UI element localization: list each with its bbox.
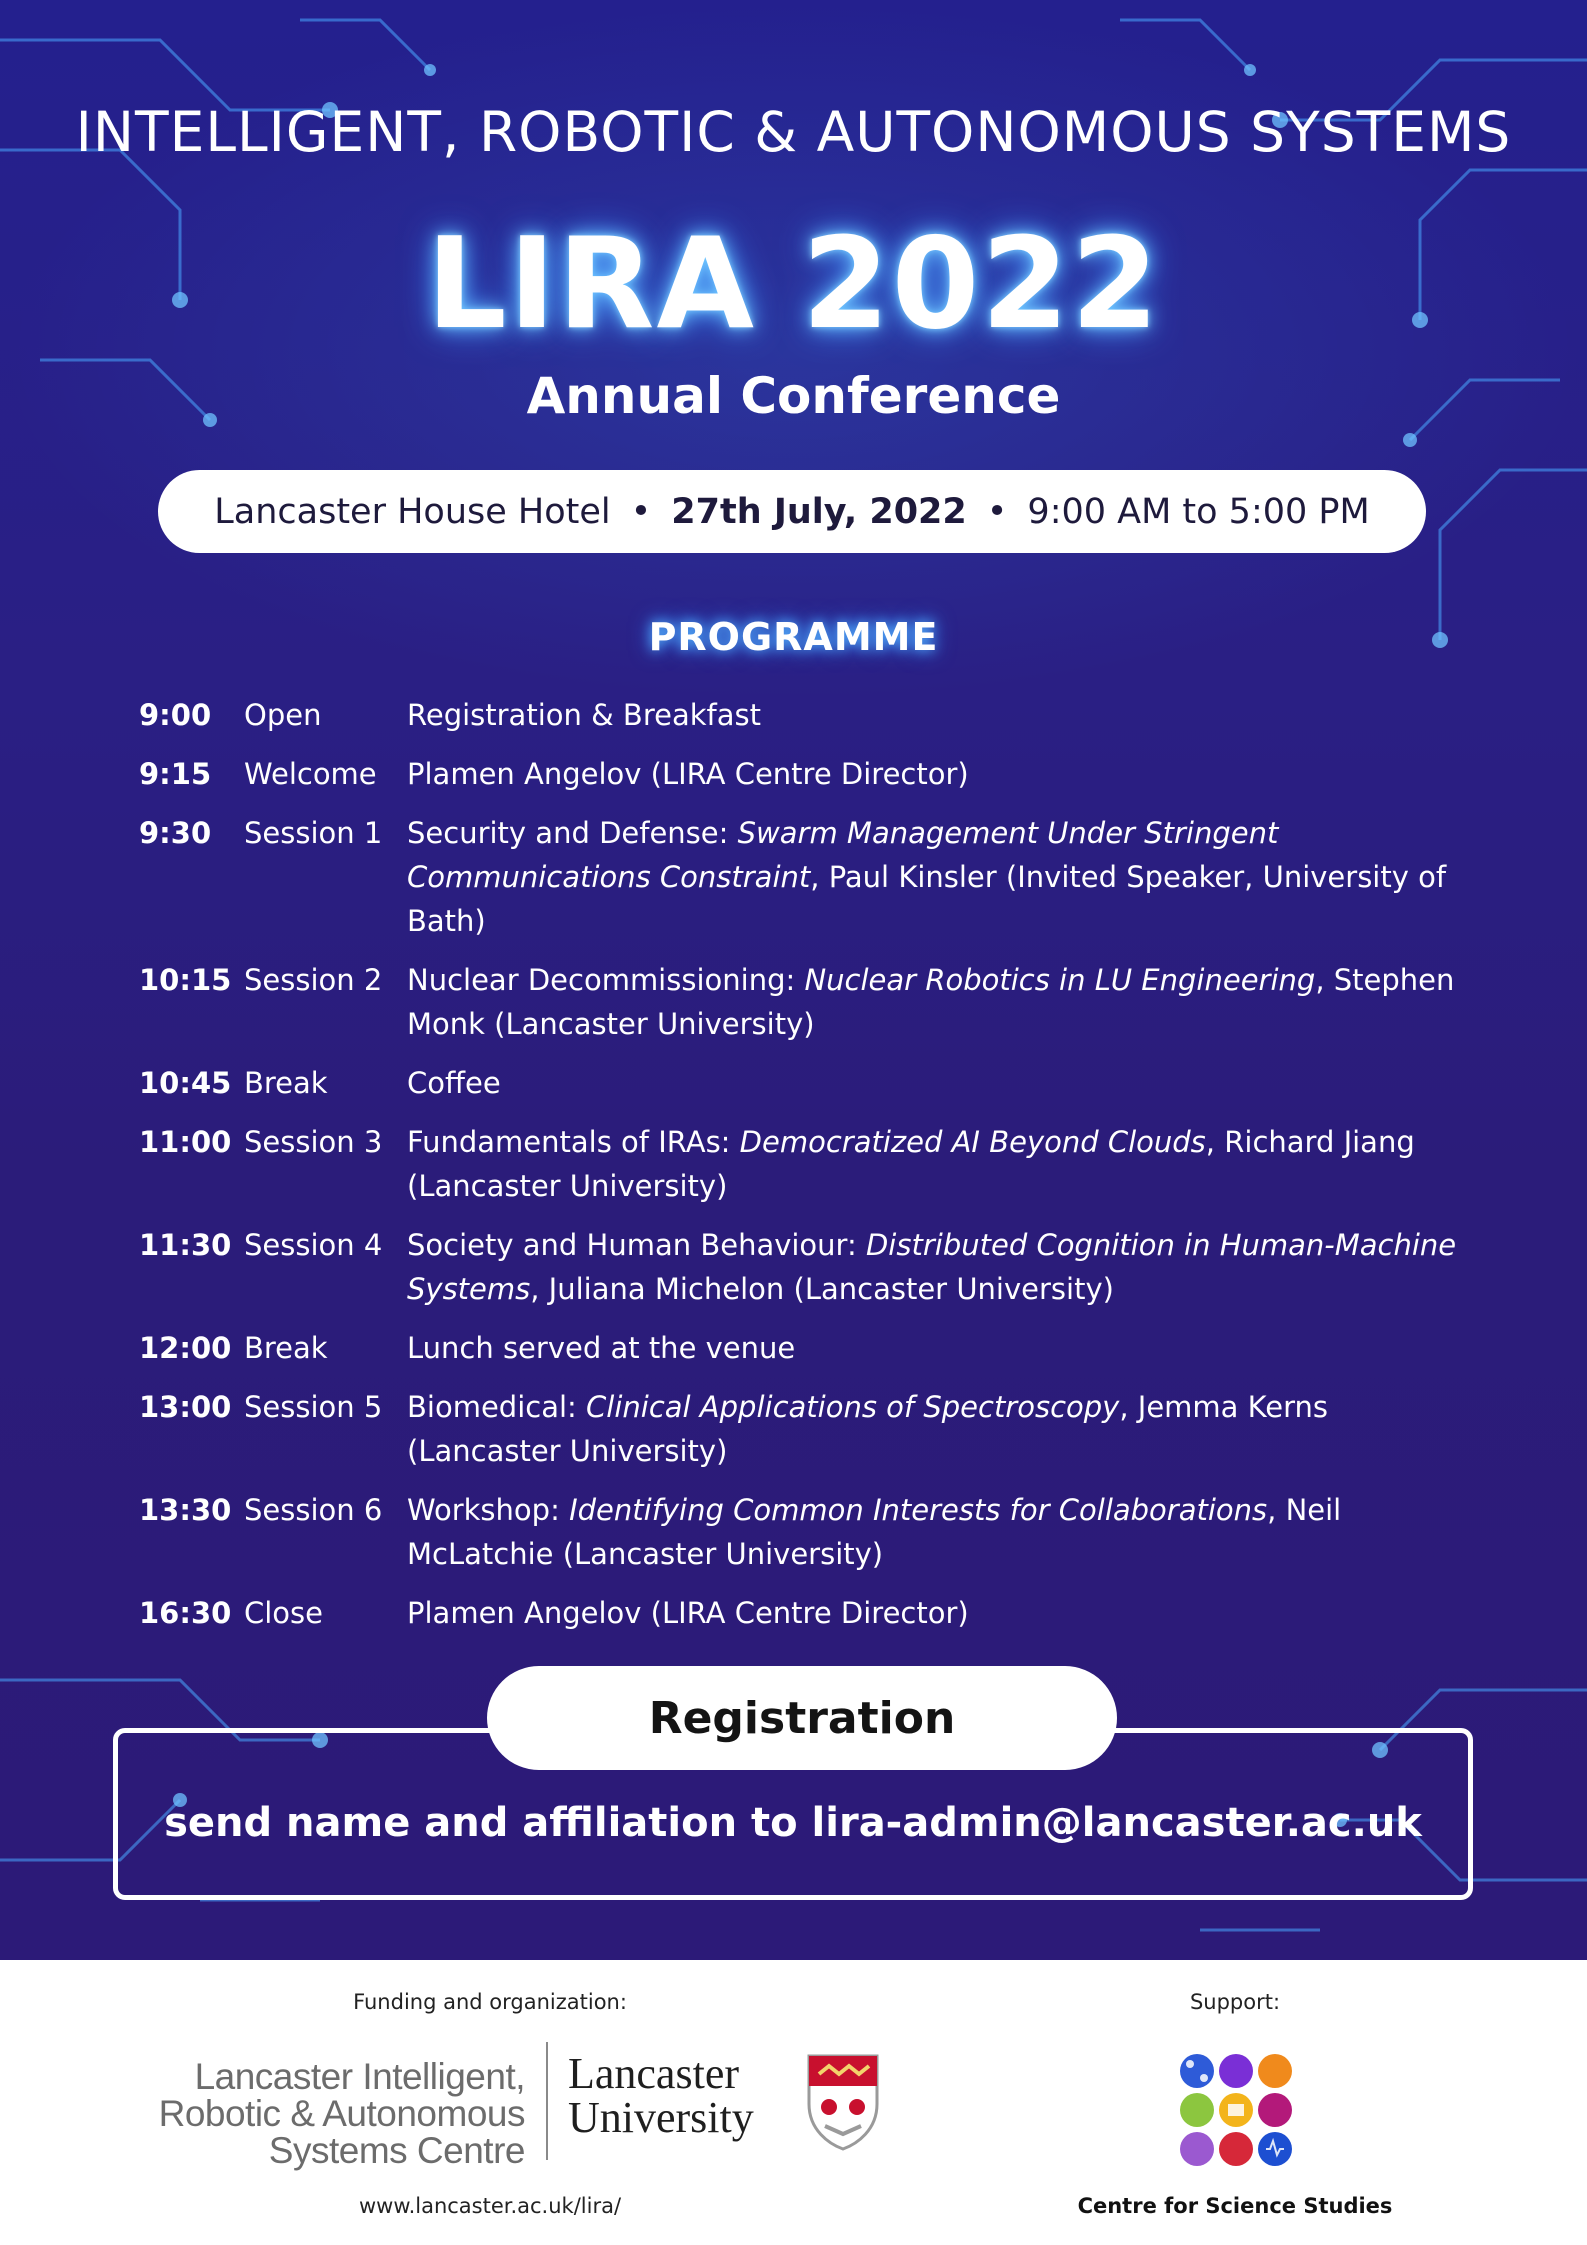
schedule-type: Welcome <box>244 757 377 791</box>
detail-prefix: Security and Defense: <box>407 816 738 850</box>
schedule-row <box>139 1591 1469 1635</box>
lira-website-link[interactable]: www.lancaster.ac.uk/lira/ <box>358 2194 622 2218</box>
schedule-row <box>139 693 1469 737</box>
schedule-type: Close <box>244 1596 323 1630</box>
talk-title: Clinical Applications of Spectroscopy <box>586 1390 1120 1424</box>
detail-prefix: Plamen Angelov (LIRA Centre Director) <box>407 1596 969 1630</box>
schedule-time: 9:15 <box>139 757 212 791</box>
schedule-type: Session 3 <box>244 1125 383 1159</box>
schedule-detail <box>407 958 1469 1046</box>
talk-title: Swarm Management Under Stringent Communications Constraint <box>407 816 1279 894</box>
logo-line: Robotic & Autonomous <box>158 2093 525 2134</box>
schedule-detail <box>407 1326 1469 1370</box>
detail-suffix: , Stephen Monk (Lancaster University) <box>407 963 1455 1041</box>
schedule-type: Open <box>244 698 322 732</box>
schedule-time: 11:30 <box>139 1228 232 1262</box>
schedule-type: Session 1 <box>244 816 383 850</box>
schedule-row <box>139 752 1469 796</box>
schedule-time: 9:00 <box>139 698 212 732</box>
detail-prefix: Nuclear Decommissioning: <box>407 963 805 997</box>
footer <box>0 1960 1587 2245</box>
separator-dot: • <box>630 491 652 532</box>
schedule-row <box>139 1488 1469 1576</box>
schedule-row <box>139 1223 1469 1311</box>
talk-title: Nuclear Robotics in LU Engineering <box>804 963 1316 997</box>
logo-line: University <box>568 2093 754 2142</box>
logo-line: Lancaster <box>568 2049 739 2098</box>
detail-prefix: Coffee <box>407 1066 501 1100</box>
schedule-detail <box>407 1061 1469 1105</box>
lira-centre-logo <box>80 2058 525 2169</box>
detail-suffix: , Paul Kinsler (Invited Speaker, University of Bath) <box>407 860 1447 938</box>
detail-suffix: , Richard Jiang (Lancaster University) <box>407 1125 1415 1203</box>
schedule-time: 13:00 <box>139 1390 232 1424</box>
schedule-row <box>139 1061 1469 1105</box>
detail-prefix: Fundamentals of IRAs: <box>407 1125 740 1159</box>
schedule-detail <box>407 811 1469 943</box>
schedule-detail <box>407 1591 1469 1635</box>
funding-label: Funding and organization: <box>353 1990 627 2014</box>
venue-location: Lancaster House Hotel <box>214 491 611 532</box>
logo-line: Lancaster Intelligent, <box>194 2056 525 2097</box>
detail-prefix: Registration & Breakfast <box>407 698 761 732</box>
talk-title: Identifying Common Interests for Collaborations <box>569 1493 1268 1527</box>
schedule-type: Break <box>244 1066 328 1100</box>
programme-schedule <box>139 693 1469 1650</box>
talk-title: Distributed Cognition in Human-Machine Systems <box>407 1228 1457 1306</box>
logo-divider <box>546 2042 548 2160</box>
event-name: LIRA 2022 <box>426 210 1161 357</box>
detail-suffix: , Jemma Kerns (Lancaster University) <box>407 1390 1328 1468</box>
schedule-type: Session 5 <box>244 1390 383 1424</box>
schedule-row <box>139 1385 1469 1473</box>
schedule-time: 12:00 <box>139 1331 232 1365</box>
schedule-row <box>139 1326 1469 1370</box>
detail-suffix: , Juliana Michelon (Lancaster University) <box>530 1272 1114 1306</box>
schedule-type: Session 4 <box>244 1228 383 1262</box>
schedule-detail <box>407 1120 1469 1208</box>
detail-suffix: , Neil McLatchie (Lancaster University) <box>407 1493 1342 1571</box>
event-time: 9:00 AM to 5:00 PM <box>1027 491 1370 532</box>
schedule-type: Break <box>244 1331 328 1365</box>
schedule-row <box>139 958 1469 1046</box>
schedule-detail <box>407 1488 1469 1576</box>
schedule-time: 13:30 <box>139 1493 232 1527</box>
schedule-time: 10:45 <box>139 1066 232 1100</box>
venue-date-time-bar <box>158 470 1426 553</box>
schedule-time: 11:00 <box>139 1125 232 1159</box>
schedule-detail <box>407 752 1469 796</box>
schedule-type: Session 2 <box>244 963 383 997</box>
schedule-detail <box>407 1223 1469 1311</box>
registration-label: Registration <box>487 1666 1117 1770</box>
conference-theme-title: INTELLIGENT, ROBOTIC & AUTONOMOUS SYSTEMS <box>75 100 1512 164</box>
event-date: 27th July, 2022 <box>671 491 967 532</box>
detail-prefix: Society and Human Behaviour: <box>407 1228 866 1262</box>
detail-prefix: Biomedical: <box>407 1390 587 1424</box>
schedule-detail <box>407 1385 1469 1473</box>
logo-line: Systems Centre <box>268 2130 525 2171</box>
schedule-row <box>139 1120 1469 1208</box>
detail-prefix: Workshop: <box>407 1493 570 1527</box>
schedule-row <box>139 811 1469 943</box>
registration-instruction: send name and affiliation to lira-admin@lancaster.ac.uk <box>164 1800 1422 1846</box>
schedule-time: 10:15 <box>139 963 232 997</box>
detail-prefix: Plamen Angelov (LIRA Centre Director) <box>407 757 969 791</box>
shield-icon <box>805 2052 881 2152</box>
schedule-detail <box>407 693 1469 737</box>
separator-dot: • <box>986 491 1008 532</box>
support-label: Support: <box>1189 1990 1281 2014</box>
schedule-time: 9:30 <box>139 816 212 850</box>
event-subtitle: Annual Conference <box>526 367 1061 425</box>
science-studies-icon <box>1178 2052 1294 2168</box>
programme-heading: PROGRAMME <box>648 615 939 659</box>
talk-title: Democratized AI Beyond Clouds <box>739 1125 1206 1159</box>
schedule-time: 16:30 <box>139 1596 232 1630</box>
lancaster-university-logo <box>568 2049 808 2142</box>
schedule-type: Session 6 <box>244 1493 383 1527</box>
detail-prefix: Lunch served at the venue <box>407 1331 796 1365</box>
support-organization-name: Centre for Science Studies <box>1077 2194 1393 2218</box>
